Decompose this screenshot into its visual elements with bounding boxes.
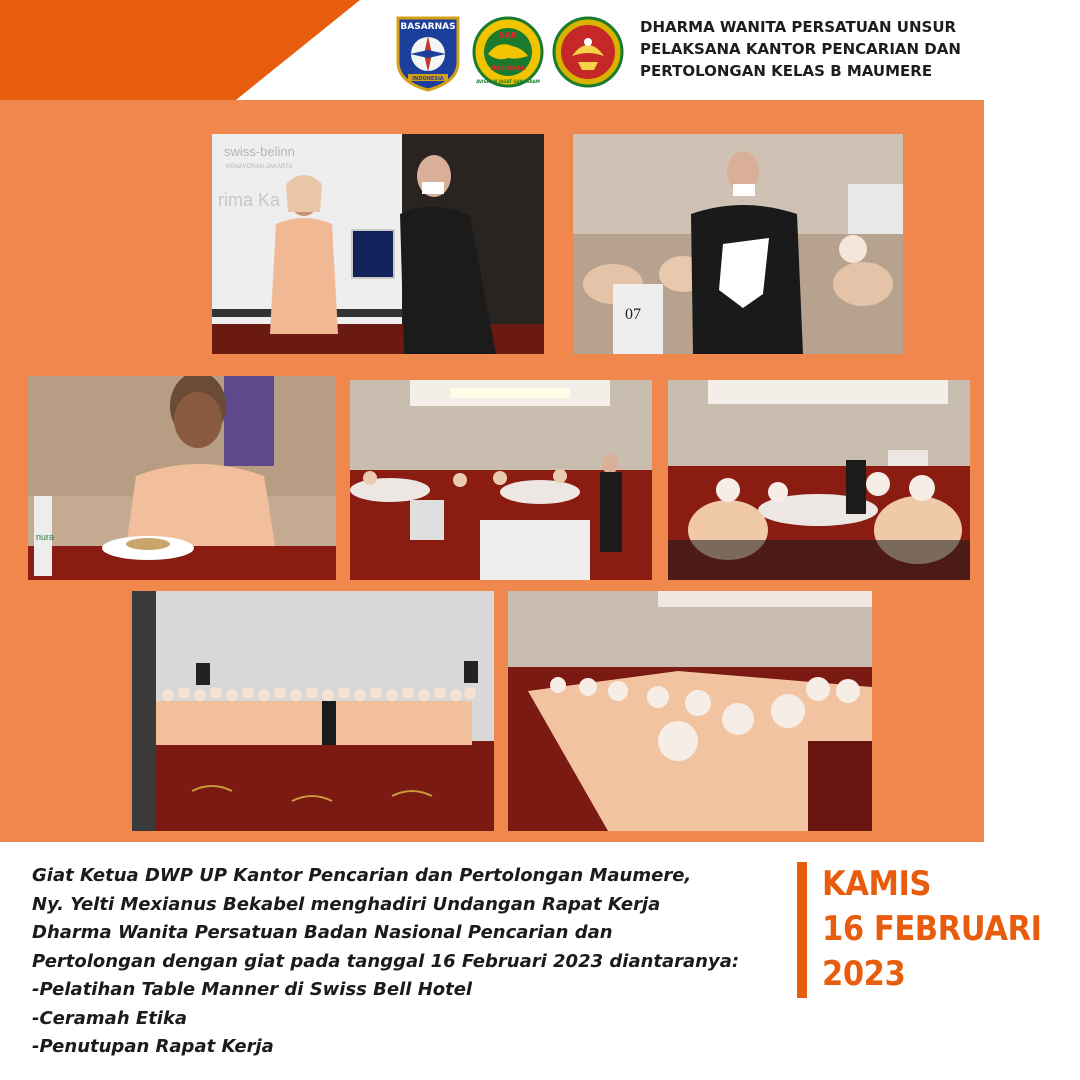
svg-text:SAR: SAR (498, 31, 518, 40)
svg-text:KEMAYORAN-JAKARTA: KEMAYORAN-JAKARTA (226, 164, 293, 170)
award-presentation-photo (212, 134, 544, 354)
caption-line: Dharma Wanita Persatuan Badan Nasional Pencarian dan (32, 922, 613, 943)
organization-name (640, 16, 1060, 82)
svg-text:AVIGNAM JAGAT SAMAGRAM: AVIGNAM JAGAT SAMAGRAM (476, 79, 540, 84)
svg-text:swiss-belinn: swiss-belinn (224, 144, 295, 159)
org-name-line: DHARMA WANITA PERSATUAN UNSUR (640, 18, 957, 36)
org-name-line: PERTOLONGAN KELAS B MAUMERE (640, 62, 933, 80)
audience-seated-photo (508, 591, 872, 831)
ballroom-session-photo-1 (350, 380, 652, 580)
caption-line: -Penutupan Rapat Kerja (32, 1036, 274, 1057)
caption-line: -Pelatihan Table Manner di Swiss Bell Hotel (32, 979, 473, 1000)
date-day: KAMIS (822, 864, 932, 904)
dharma-wanita-logo-icon (552, 12, 624, 92)
svg-text:NASIONAL: NASIONAL (490, 65, 526, 72)
caption-line: Ny. Yelti Mexianus Bekabel menghadiri Undangan Rapat Kerja (32, 893, 661, 915)
caption-line: Pertolongan dengan giat pada tanggal 16 Februari 2023 diantaranya: (32, 950, 740, 972)
caption-line: Giat Ketua DWP UP Kantor Pencarian dan Pertolongan Maumere, (32, 865, 692, 886)
org-name-line: PELAKSANA KANTOR PENCARIAN DAN (640, 40, 961, 58)
event-date (822, 862, 1042, 997)
svg-text:INDONESIA: INDONESIA (412, 76, 444, 82)
date-year: 2023 (822, 954, 906, 994)
group-photo (132, 591, 494, 831)
caption-line: -Ceramah Etika (32, 1007, 188, 1029)
svg-text:BASARNAS: BASARNAS (400, 22, 456, 32)
svg-text:rima Ka: rima Ka (218, 190, 281, 210)
date-date: 16 FEBRUARI (822, 909, 1042, 949)
event-caption (32, 862, 792, 1062)
dining-participant-photo (28, 376, 336, 580)
basarnas-logo-icon (392, 12, 464, 92)
logo-row (392, 12, 624, 92)
ballroom-session-photo-2 (668, 380, 970, 580)
sar-nasional-logo-icon (472, 12, 544, 92)
svg-text:07: 07 (625, 306, 641, 323)
svg-text:nura: nura (36, 532, 55, 542)
table-manner-demo-photo (573, 134, 903, 354)
date-accent-bar (797, 862, 807, 998)
